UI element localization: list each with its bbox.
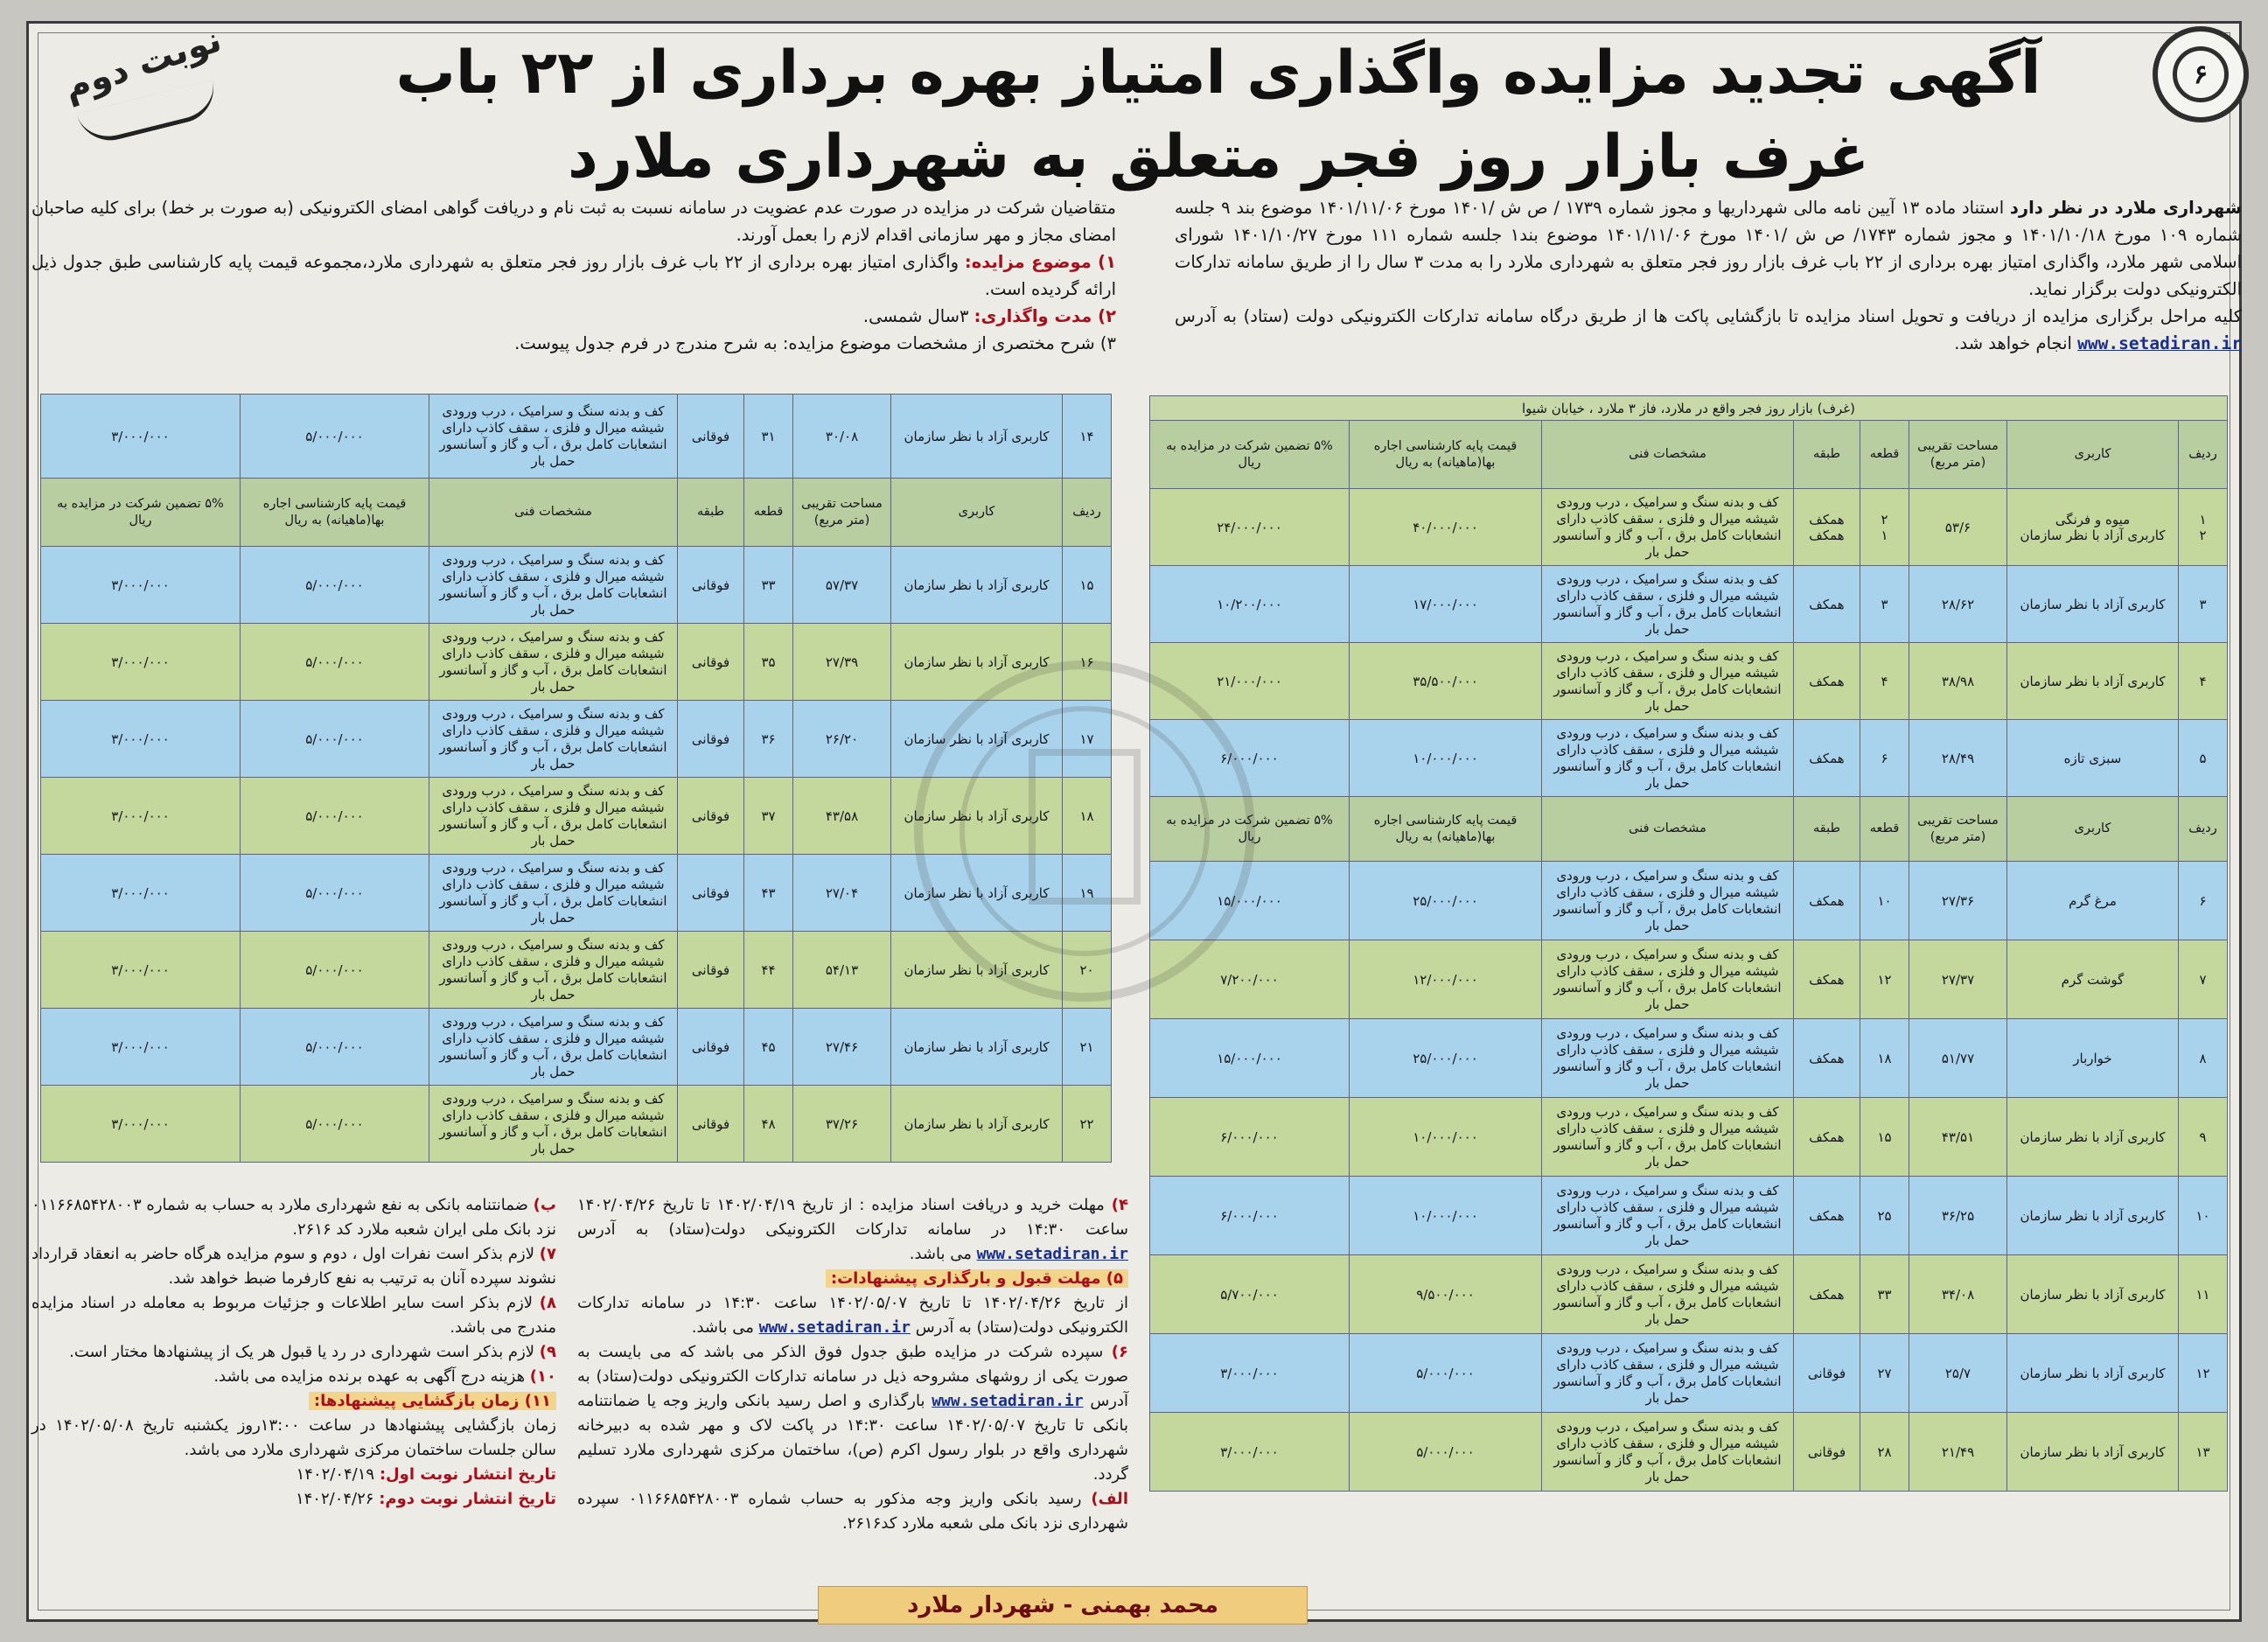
table-row [1149,566,2227,643]
cell-area: ۲۸/۶۲ [1909,566,2007,643]
table-row [41,547,1112,624]
cell-spec: کف و بدنه سنگ و سرامیک ، درب ورودی شیشه میرال و فلزی ، سقف کاذب دارای انشعابات کامل برق ، آب و گاز و آسانسور حمل بار [1542,862,1794,940]
cell-floor: همکف [1794,940,1860,1019]
header-usage: کاربری [2007,421,2179,489]
cell-usage: کاربری آزاد با نظر سازمان [2007,566,2179,643]
header-floor: طبقه [678,479,744,547]
header-price: قیمت پایه کارشناسی اجاره بها(ماهیانه) به ریال [1350,421,1542,489]
cell-deposit: ۳/۰۰۰/۰۰۰ [41,624,241,701]
cell-floor: همکف [1794,720,1860,797]
cell-price: ۵/۰۰۰/۰۰۰ [241,932,429,1009]
cell-spec: کف و بدنه سنگ و سرامیک ، درب ورودی شیشه میرال و فلزی ، سقف کاذب دارای انشعابات کامل برق ، آب و گاز و آسانسور حمل بار [1542,1019,1794,1098]
cell-price: ۱۲/۰۰۰/۰۰۰ [1350,940,1542,1019]
cell-spec: کف و بدنه سنگ و سرامیک ، درب ورودی شیشه میرال و فلزی ، سقف کاذب دارای انشعابات کامل برق ، آب و گاز و آسانسور حمل بار [1542,940,1794,1019]
cell-spec: کف و بدنه سنگ و سرامیک ، درب ورودی شیشه میرال و فلزی ، سقف کاذب دارای انشعابات کامل برق ، آب و گاز و آسانسور حمل بار [1542,489,1794,566]
pa-text: رسید بانکی واریز وجه مذکور به حساب شماره ۰۱۱۶۶۸۵۴۲۸۰۰۳ سپرده شهرداری نزد بانک ملی شعبه ملارد کد۲۶۱۶. [577,1490,1128,1533]
header-deposit: ۵% تضمین شرکت در مزایده به ریال [41,479,241,547]
cell-price: ۱۰/۰۰۰/۰۰۰ [1350,720,1542,797]
intro-lead: شهرداری ملارد در نظر دارد [2009,198,2242,218]
p4-site-link[interactable]: www.setadiran.ir [976,1245,1128,1263]
table-row [1149,1413,2227,1492]
cell-deposit: ۲۱/۰۰۰/۰۰۰ [1149,643,1349,720]
cell-deposit: ۱۵/۰۰۰/۰۰۰ [1149,862,1349,940]
cell-row: ۷ [2179,940,2228,1019]
cell-lot: ۳۶ [744,701,793,778]
cell-row: ۲۰ [1063,932,1112,1009]
table-row [1149,1334,2227,1413]
bottom-left-text [31,1193,556,1512]
cell-lot: ۱۲ [1860,940,1909,1019]
subject-text: واگذاری امتیاز بهره برداری از ۲۲ باب غرف بازار روز فجر متعلق به شهرداری ملارد،مجموعه قیمت پایه کارشناسی طبق جدول ذیل ارائه گردیده است. [31,252,1116,299]
cell-usage: سبزی تازه [2007,720,2179,797]
header-deposit: ۵% تضمین شرکت در مزایده به ریال [1149,797,1349,862]
cell-price: ۳۵/۵۰۰/۰۰۰ [1350,643,1542,720]
cell-floor: همکف [1794,1255,1860,1334]
header-lot: قطعه [744,479,793,547]
pub1-date: ۱۴۰۲/۰۴/۱۹ [296,1465,380,1484]
header-lot: قطعه [1860,797,1909,862]
cell-floor: همکف [1794,1098,1860,1177]
cell-deposit: ۵/۷۰۰/۰۰۰ [1149,1255,1349,1334]
cell-usage: کاربری آزاد با نظر سازمان [891,395,1063,479]
cell-price: ۵/۰۰۰/۰۰۰ [241,395,429,479]
cell-area: ۳۰/۰۸ [793,395,891,479]
p8-label: ۸) [539,1294,556,1312]
table-row [1149,862,2227,940]
p5-tail: می باشد. [691,1318,759,1337]
cell-price: ۲۵/۰۰۰/۰۰۰ [1350,1019,1542,1098]
cell-price: ۹/۵۰۰/۰۰۰ [1350,1255,1542,1334]
cell-lot: ۳۱ [744,395,793,479]
table-row [1149,1255,2227,1334]
cell-deposit: ۳/۰۰۰/۰۰۰ [41,395,241,479]
cell-row: ۶ [2179,862,2228,940]
round-badge: نوبت دوم [59,19,227,108]
cell-area: ۵۳/۶ [1909,489,2007,566]
cell-deposit: ۳/۰۰۰/۰۰۰ [41,932,241,1009]
cell-area: ۳۴/۰۸ [1909,1255,2007,1334]
table-row [41,1009,1112,1086]
table-row [41,932,1112,1009]
cell-area: ۲۷/۳۹ [793,624,891,701]
cell-usage: کاربری آزاد با نظر سازمان [2007,1413,2179,1492]
cell-price: ۵/۰۰۰/۰۰۰ [1350,1334,1542,1413]
header-price: قیمت پایه کارشناسی اجاره بها(ماهیانه) به ریال [1350,797,1542,862]
cell-usage: کاربری آزاد با نظر سازمان [2007,1255,2179,1334]
intro-left-text [31,194,1116,357]
p6-label: ۶) [1111,1343,1128,1361]
header-deposit: ۵% تضمین شرکت در مزایده به ریال [1149,421,1349,489]
table-row [41,1086,1112,1163]
cell-area: ۳۶/۲۵ [1909,1177,2007,1255]
cell-deposit: ۱۵/۰۰۰/۰۰۰ [1149,1019,1349,1098]
p9-text: لازم بذکر است شهرداری در رد یا قبول هر یک از پیشنهادها مختار است. [69,1343,540,1361]
cell-floor: همکف [1794,643,1860,720]
cell-area: ۵۷/۳۷ [793,547,891,624]
description-line: ۳) شرح مختصری از مشخصات موضوع مزایده: به شرح مندرج در فرم جدول پیوست. [514,333,1116,353]
cell-usage: خواربار [2007,1019,2179,1098]
cell-floor: همکف [1794,862,1860,940]
cell-row: ۱۴ [1063,395,1112,479]
pub2-date: ۱۴۰۲/۰۴/۲۶ [295,1490,380,1508]
cell-row: ۴ [2179,643,2228,720]
cell-price: ۵/۰۰۰/۰۰۰ [241,547,429,624]
cell-lot: ۴ [1860,643,1909,720]
cell-usage: کاربری آزاد با نظر سازمان [891,624,1063,701]
table-row [41,624,1112,701]
cell-deposit: ۳/۰۰۰/۰۰۰ [1149,1334,1349,1413]
logo-emblem-icon: ۶ [2173,46,2229,102]
p4-label: ۴) [1111,1196,1128,1214]
header-floor: طبقه [1794,797,1860,862]
cell-lot: ۴۵ [744,1009,793,1086]
cell-row: ۱۷ [1063,701,1112,778]
header-usage: کاربری [2007,797,2179,862]
p4-tail: می باشد. [909,1245,977,1263]
cell-price: ۱۷/۰۰۰/۰۰۰ [1350,566,1542,643]
header-price: قیمت پایه کارشناسی اجاره بها(ماهیانه) به ریال [241,479,429,547]
cell-usage: کاربری آزاد با نظر سازمان [891,1086,1063,1163]
table-row [1149,489,2227,566]
cell-area: ۴۳/۵۸ [793,778,891,855]
cell-row: ۱۰ [2179,1177,2228,1255]
cell-spec: کف و بدنه سنگ و سرامیک ، درب ورودی شیشه میرال و فلزی ، سقف کاذب دارای انشعابات کامل برق ، آب و گاز و آسانسور حمل بار [1542,1098,1794,1177]
header-spec: مشخصات فنی [1542,797,1794,862]
duration-text: ۳سال شمسی. [862,306,974,326]
intro-right-text [1175,194,2242,357]
cell-floor: همکف [1794,566,1860,643]
cell-spec: کف و بدنه سنگ و سرامیک ، درب ورودی شیشه میرال و فلزی ، سقف کاذب دارای انشعابات کامل برق ، آب و گاز و آسانسور حمل بار [1542,1413,1794,1492]
table-row [41,395,1112,479]
cell-price: ۱۰/۰۰۰/۰۰۰ [1350,1177,1542,1255]
cell-lot: ۴۸ [744,1086,793,1163]
cell-floor: فوقانی [678,395,744,479]
p9-label: ۹) [539,1343,556,1361]
cell-lot: ۳۳ [1860,1255,1909,1334]
cell-usage: گوشت گرم [2007,940,2179,1019]
subject-label: ۱) موضوع مزایده: [964,252,1116,272]
cell-deposit: ۲۴/۰۰۰/۰۰۰ [1149,489,1349,566]
header-row: ردیف [1063,479,1112,547]
cell-deposit: ۱۰/۲۰۰/۰۰۰ [1149,566,1349,643]
table-row [1149,720,2227,797]
cell-price: ۱۰/۰۰۰/۰۰۰ [1350,1098,1542,1177]
header-row: ردیف [2179,421,2228,489]
cell-lot: ۲۷ [1860,1334,1909,1413]
cell-row: ۱۱ [2179,1255,2228,1334]
cell-lot: ۲۸ [1860,1413,1909,1492]
header-spec: مشخصات فنی [1542,421,1794,489]
header-area: مساحت تقریبی (متر مربع) [1909,421,2007,489]
cell-usage: کاربری آزاد با نظر سازمان [891,1009,1063,1086]
p10-text: هزینه درج آگهی به عهده برنده مزایده می باشد. [213,1367,530,1386]
cell-floor: فوقانی [678,547,744,624]
header-lot: قطعه [1860,421,1909,489]
right-lots-table [1149,395,2228,1492]
cell-floor: همکف [1794,1177,1860,1255]
header-area: مساحت تقریبی (متر مربع) [793,479,891,547]
header-floor: طبقه [1794,421,1860,489]
cell-deposit: ۳/۰۰۰/۰۰۰ [41,855,241,932]
cell-floor: فوقانی [678,855,744,932]
cell-spec: کف و بدنه سنگ و سرامیک ، درب ورودی شیشه میرال و فلزی ، سقف کاذب دارای انشعابات کامل برق ، آب و گاز و آسانسور حمل بار [429,701,678,778]
cell-spec: کف و بدنه سنگ و سرامیک ، درب ورودی شیشه میرال و فلزی ، سقف کاذب دارای انشعابات کامل برق ، آب و گاز و آسانسور حمل بار [429,624,678,701]
cell-deposit: ۳/۰۰۰/۰۰۰ [41,1086,241,1163]
cell-row: ۲۲ [1063,1086,1112,1163]
p11-text: زمان بازگشایی پیشنهادها در ساعت ۱۳:۰۰روز یکشنبه تاریخ ۱۴۰۲/۰۵/۰۸ در سالن جلسات ساختمان مرکزی شهرداری ملارد می باشد. [31,1416,556,1459]
table-row [1149,643,2227,720]
cell-usage: میوه و فرنگی کاربری آزاد با نظر سازمان [2007,489,2179,566]
cell-area: ۲۵/۷ [1909,1334,2007,1413]
table-row [1149,1098,2227,1177]
cell-price: ۵/۰۰۰/۰۰۰ [1350,1413,1542,1492]
cell-usage: کاربری آزاد با نظر سازمان [2007,1098,2179,1177]
cell-area: ۵۱/۷۷ [1909,1019,2007,1098]
p6-site-link[interactable]: www.setadiran.ir [932,1392,1084,1410]
p4-text: مهلت خرید و دریافت اسناد مزایده : از تاریخ ۱۴۰۲/۰۴/۱۹ تا تاریخ ۱۴۰۲/۰۴/۲۶ ساعت ۱۴:۳۰ در سامانه تدارکات الکترونیکی دولت(ستاد) به آدرس [577,1196,1129,1239]
cell-deposit: ۳/۰۰۰/۰۰۰ [41,701,241,778]
cell-floor: همکف همکف [1794,489,1860,566]
p11-label: ۱۱) زمان بازگشایی پیشنهادها: [309,1392,556,1410]
table-row [41,701,1112,778]
cell-row: ۸ [2179,1019,2228,1098]
cell-area: ۲۶/۲۰ [793,701,891,778]
cell-usage: کاربری آزاد با نظر سازمان [891,547,1063,624]
cell-lot: ۱۸ [1860,1019,1909,1098]
cell-floor: فوقانی [678,932,744,1009]
cell-spec: کف و بدنه سنگ و سرامیک ، درب ورودی شیشه میرال و فلزی ، سقف کاذب دارای انشعابات کامل برق ، آب و گاز و آسانسور حمل بار [1542,566,1794,643]
cell-area: ۳۸/۹۸ [1909,643,2007,720]
cell-lot: ۴۳ [744,855,793,932]
cell-spec: کف و بدنه سنگ و سرامیک ، درب ورودی شیشه میرال و فلزی ، سقف کاذب دارای انشعابات کامل برق ، آب و گاز و آسانسور حمل بار [1542,1177,1794,1255]
p6-text: سپرده شرکت در مزایده طبق جدول فوق الذکر می باشد که می بایست به صورت یکی از روشهای مشروحه ذیل در سامانه تدارکات الکترونیکی دولت(ستاد) به آدرس [577,1343,1129,1410]
p5-label: ۵) مهلت قبول و بارگذاری پیشنهادات: [826,1269,1128,1288]
cell-floor: فوقانی [678,1086,744,1163]
cell-lot: ۱۰ [1860,862,1909,940]
cell-spec: کف و بدنه سنگ و سرامیک ، درب ورودی شیشه میرال و فلزی ، سقف کاذب دارای انشعابات کامل برق ، آب و گاز و آسانسور حمل بار [1542,1255,1794,1334]
p8-text: لازم بذکر است سایر اطلاعات و جزئیات مربوط به معامله در اسناد مزایده مندرج می باشد. [31,1294,556,1337]
cell-spec: کف و بدنه سنگ و سرامیک ، درب ورودی شیشه میرال و فلزی ، سقف کاذب دارای انشعابات کامل برق ، آب و گاز و آسانسور حمل بار [1542,1334,1794,1413]
duration-label: ۲) مدت واگذاری: [973,306,1116,326]
cell-deposit: ۳/۰۰۰/۰۰۰ [41,1009,241,1086]
cell-price: ۵/۰۰۰/۰۰۰ [241,778,429,855]
cell-spec: کف و بدنه سنگ و سرامیک ، درب ورودی شیشه میرال و فلزی ، سقف کاذب دارای انشعابات کامل برق ، آب و گاز و آسانسور حمل بار [1542,643,1794,720]
cell-lot: ۳۳ [744,547,793,624]
setadiran-link[interactable]: www.setadiran.ir [2077,333,2242,353]
cell-area: ۲۷/۳۷ [1909,940,2007,1019]
cell-row: ۱۸ [1063,778,1112,855]
cell-area: ۲۸/۴۹ [1909,720,2007,797]
cell-row: ۱۳ [2179,1413,2228,1492]
cell-spec: کف و بدنه سنگ و سرامیک ، درب ورودی شیشه میرال و فلزی ، سقف کاذب دارای انشعابات کامل برق ، آب و گاز و آسانسور حمل بار [429,547,678,624]
cell-row: ۱۵ [1063,547,1112,624]
cell-floor: فوقانی [1794,1334,1860,1413]
cell-spec: کف و بدنه سنگ و سرامیک ، درب ورودی شیشه میرال و فلزی ، سقف کاذب دارای انشعابات کامل برق ، آب و گاز و آسانسور حمل بار [429,1009,678,1086]
cell-spec: کف و بدنه سنگ و سرامیک ، درب ورودی شیشه میرال و فلزی ، سقف کاذب دارای انشعابات کامل برق ، آب و گاز و آسانسور حمل بار [429,778,678,855]
table-row [1149,1177,2227,1255]
municipality-logo-icon [2153,26,2249,122]
table-row [1149,940,2227,1019]
cell-usage: کاربری آزاد با نظر سازمان [2007,1177,2179,1255]
cell-lot: ۲۵ [1860,1177,1909,1255]
cell-area: ۲۱/۴۹ [1909,1413,2007,1492]
cell-floor: فوقانی [678,624,744,701]
cell-price: ۵/۰۰۰/۰۰۰ [241,855,429,932]
cell-lot: ۳ [1860,566,1909,643]
cell-usage: مرغ گرم [2007,862,2179,940]
header-spec: مشخصات فنی [429,479,678,547]
cell-spec: کف و بدنه سنگ و سرامیک ، درب ورودی شیشه میرال و فلزی ، سقف کاذب دارای انشعابات کامل برق ، آب و گاز و آسانسور حمل بار [429,932,678,1009]
cell-floor: فوقانی [678,1009,744,1086]
cell-usage: کاربری آزاد با نظر سازمان [2007,643,2179,720]
cell-row: ۵ [2179,720,2228,797]
cell-row: ۱۹ [1063,855,1112,932]
cell-deposit: ۳/۰۰۰/۰۰۰ [41,778,241,855]
header-usage: کاربری [891,479,1063,547]
cell-row: ۱۲ [2179,1334,2228,1413]
cell-row: ۱ ۲ [2179,489,2228,566]
cell-lot: ۴۴ [744,932,793,1009]
cell-usage: کاربری آزاد با نظر سازمان [2007,1334,2179,1413]
cell-floor: فوقانی [678,778,744,855]
cell-price: ۵/۰۰۰/۰۰۰ [241,701,429,778]
header-row: ردیف [2179,797,2228,862]
cell-deposit: ۷/۲۰۰/۰۰۰ [1149,940,1349,1019]
table-row [41,855,1112,932]
cell-spec: کف و بدنه سنگ و سرامیک ، درب ورودی شیشه میرال و فلزی ، سقف کاذب دارای انشعابات کامل برق ، آب و گاز و آسانسور حمل بار [429,395,678,479]
table-caption: (غرف) بازار روز فجر واقع در ملارد، فاز ۳ ملارد ، خیابان شیوا [1149,396,2227,421]
cell-area: ۴۳/۵۱ [1909,1098,2007,1177]
cell-spec: کف و بدنه سنگ و سرامیک ، درب ورودی شیشه میرال و فلزی ، سقف کاذب دارای انشعابات کامل برق ، آب و گاز و آسانسور حمل بار [429,1086,678,1163]
page-title: آگهی تجدید مزایده واگذاری امتیاز بهره برداری از ۲۲ باب غرف بازار روز فجر متعلق به شهرداری ملارد [395,38,2041,192]
cell-deposit: ۶/۰۰۰/۰۰۰ [1149,720,1349,797]
cell-row: ۱۶ [1063,624,1112,701]
table-row [1149,1019,2227,1098]
table-row [41,778,1112,855]
cell-row: ۲۱ [1063,1009,1112,1086]
cell-area: ۳۷/۲۶ [793,1086,891,1163]
cell-area: ۲۷/۳۶ [1909,862,2007,940]
pa-label: الف) [1091,1490,1128,1508]
cell-deposit: ۳/۰۰۰/۰۰۰ [41,547,241,624]
cell-lot: ۲ ۱ [1860,489,1909,566]
cell-lot: ۳۷ [744,778,793,855]
pb-text: ضمانتنامه بانکی به نفع شهرداری ملارد به حساب به شماره ۰۱۱۶۶۸۵۴۲۸۰۰۳ نزد بانک ملی ایران شعبه ملارد کد ۲۶۱۶. [31,1196,556,1239]
p6-tail: بارگذاری و اصل رسید بانکی واریز وجه یا ضمانتنامه بانکی تا تاریخ ۱۴۰۲/۰۵/۰۷ ساعت ۱۴:۳۰ در پاکت لاک و مهر شده به دبیرخانه شهرداری واقع در بلوار رسول اکرم (ص)، ساختمان مرکزی شهرداری ملارد تسلیم گردد. [577,1392,1128,1484]
intro-body: استناد ماده ۱۳ آیین نامه مالی شهرداریها و مجوز شماره ۱۷۳۹ / ص ش /۱۴۰۱ مورخ ۱۴۰۱/۱۱/۰۶ موضوع بند ۹ جلسه شماره ۱۰۹ مورخ ۱۴۰۱/۱۰/۱۸ و مجوز شماره ۱۷۴۳/ ص ش /۱۴۰۱ مورخ ۱۴۰۱/۱۱/۰۶ موضوع بند۱ جلسه شماره ۱۱۱ مورخ ۱۴۰۱/۱۰/۲۷ شورای اسلامی شهر ملارد، واگذاری امتیاز بهره برداری از ۲۲ باب غرف بازار روز فجر متعلق به شهرداری ملارد را به مدت ۳ سال را از طریق سامانه تدارکات الکترونیکی دولت برگزار نماید. [1175,198,2243,299]
cell-row: ۹ [2179,1098,2228,1177]
p7-label: ۷) [539,1245,556,1263]
cell-deposit: ۳/۰۰۰/۰۰۰ [1149,1413,1349,1492]
cell-floor: همکف [1794,1019,1860,1098]
cell-price: ۵/۰۰۰/۰۰۰ [241,1086,429,1163]
pub1-label: تاریخ انتشار نوبت اول: [379,1465,556,1484]
p7-text: لازم بذکر است نفرات اول ، دوم و سوم مزایده هرگاه حاضر به انعقاد قرارداد نشوند سپرده آنان به ترتیب به نفع کارفرما ضبط خواهد شد. [31,1245,556,1288]
p10-label: ۱۰) [529,1367,556,1386]
cell-price: ۵/۰۰۰/۰۰۰ [241,1009,429,1086]
cell-lot: ۱۵ [1860,1098,1909,1177]
pub2-label: تاریخ انتشار نوبت دوم: [379,1490,556,1508]
p5-text: از تاریخ ۱۴۰۲/۰۴/۲۶ تا تاریخ ۱۴۰۲/۰۵/۰۷ ساعت ۱۴:۳۰ در سامانه تدارکات الکترونیکی دولت(ستاد) به آدرس [577,1294,1128,1337]
cell-deposit: ۶/۰۰۰/۰۰۰ [1149,1098,1349,1177]
p5-site-link[interactable]: www.setadiran.ir [758,1318,911,1337]
cell-price: ۲۵/۰۰۰/۰۰۰ [1350,862,1542,940]
cell-usage: کاربری آزاد با نظر سازمان [891,778,1063,855]
cell-lot: ۳۵ [744,624,793,701]
cell-spec: کف و بدنه سنگ و سرامیک ، درب ورودی شیشه میرال و فلزی ، سقف کاذب دارای انشعابات کامل برق ، آب و گاز و آسانسور حمل بار [429,855,678,932]
cell-area: ۲۷/۴۶ [793,1009,891,1086]
cell-price: ۴۰/۰۰۰/۰۰۰ [1350,489,1542,566]
header-area: مساحت تقریبی (متر مربع) [1909,797,2007,862]
intro-tail: انجام خواهد شد. [1954,333,2078,353]
cell-spec: کف و بدنه سنگ و سرامیک ، درب ورودی شیشه میرال و فلزی ، سقف کاذب دارای انشعابات کامل برق ، آب و گاز و آسانسور حمل بار [1542,720,1794,797]
bottom-middle-text [577,1193,1128,1536]
cell-lot: ۶ [1860,720,1909,797]
pb-label: ب) [533,1196,556,1214]
cell-deposit: ۶/۰۰۰/۰۰۰ [1149,1177,1349,1255]
cell-row: ۳ [2179,566,2228,643]
cell-floor: فوقانی [678,701,744,778]
cell-floor: فوقانی [1794,1413,1860,1492]
intro-body2: کلیه مراحل برگزاری مزایده از دریافت و تحویل اسناد مزایده تا بازگشایی پاکت ها از طریق درگاه سامانه تدارکات الکترونیکی دولت (ستاد) به آدرس [1175,306,2242,326]
left-lots-table [40,394,1112,1163]
cell-usage: کاربری آزاد با نظر سازمان [891,701,1063,778]
intro-left-p1: متقاضیان شرکت در مزایده در صورت عدم عضویت در سامانه نسبت به ثبت نام و دریافت گواهی امضای الکترونیکی (به صورت بر خط) برای کلیه صاحبان امضای مجاز و مهر سازمانی اقدام لازم را بعمل آورند. [31,198,1116,245]
cell-usage: کاربری آزاد با نظر سازمان [891,855,1063,932]
cell-usage: کاربری آزاد با نظر سازمان [891,932,1063,1009]
cell-area: ۵۴/۱۳ [793,932,891,1009]
cell-price: ۵/۰۰۰/۰۰۰ [241,624,429,701]
mayor-signature: محمد بهمنی - شهردار ملارد [818,1586,1308,1625]
cell-area: ۲۷/۰۴ [793,855,891,932]
